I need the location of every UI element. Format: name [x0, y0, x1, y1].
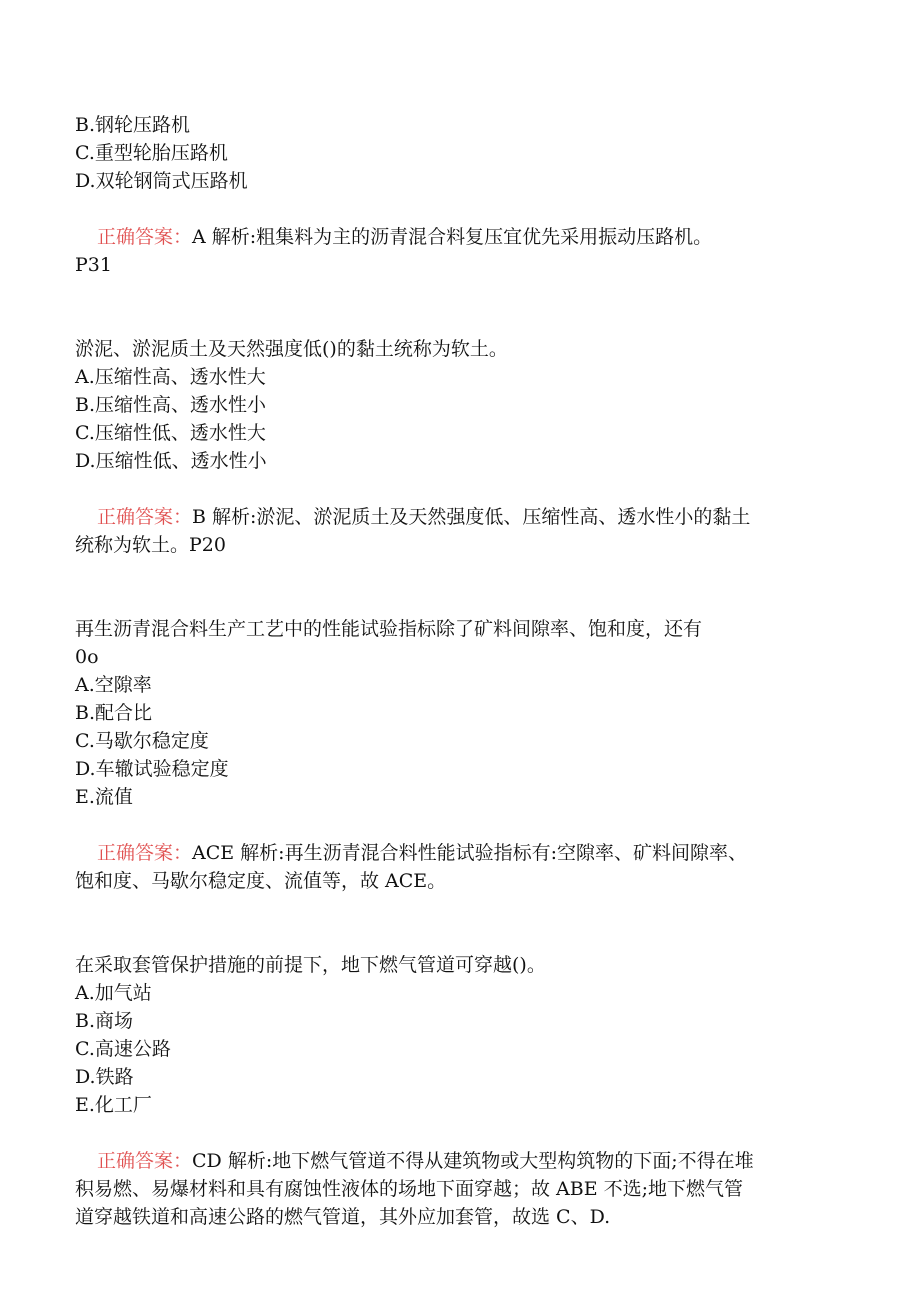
answer-line [75, 1147, 855, 1175]
answer-label: 正确答案： [97, 842, 193, 864]
answer-text: 统称为软土。P20 [75, 534, 226, 556]
option-d: D.铁路 [75, 1066, 134, 1088]
option-b: B.商场 [75, 1010, 134, 1032]
document-page [75, 111, 855, 1231]
question-stem: 在采取套管保护措施的前提下，地下燃气管道可穿越()。 [75, 954, 546, 976]
option-d: D.双轮钢筒式压路机 [75, 170, 248, 192]
answer-text: P31 [75, 254, 112, 276]
question-3 [75, 615, 855, 895]
question-4 [75, 951, 855, 1231]
answer-text: 饱和度、马歇尔稳定度、流值等，故 ACE。 [75, 870, 447, 892]
answer-text: A 解析:粗集料为主的沥青混合料复压宜优先采用振动压路机。 [192, 226, 713, 248]
answer-text: 道穿越铁道和高速公路的燃气管道，其外应加套管，故选 C、D. [75, 1206, 611, 1228]
option-b: B.配合比 [75, 702, 153, 724]
option-c: C.高速公路 [75, 1038, 171, 1060]
answer-line [75, 223, 855, 251]
question-stem: 0o [75, 646, 99, 668]
answer-text: ACE 解析:再生沥青混合料性能试验指标有:空隙率、矿料间隙率、 [192, 842, 747, 864]
answer-text: CD 解析:地下燃气管道不得从建筑物或大型构筑物的下面;不得在堆 [192, 1150, 754, 1172]
option-d: D.车辙试验稳定度 [75, 758, 229, 780]
option-b: B.压缩性高、透水性小 [75, 394, 267, 416]
option-e: E.流值 [75, 786, 133, 808]
option-b: B.钢轮压路机 [75, 114, 191, 136]
option-c: C.压缩性低、透水性大 [75, 422, 266, 444]
question-2 [75, 335, 855, 559]
question-stem: 淤泥、淤泥质土及天然强度低()的黏土统称为软土。 [75, 338, 508, 360]
option-e: E.化工厂 [75, 1094, 152, 1116]
answer-label: 正确答案： [97, 506, 193, 528]
answer-label: 正确答案： [97, 226, 193, 248]
option-d: D.压缩性低、透水性小 [75, 450, 267, 472]
answer-text: 积易燃、易爆材料和具有腐蚀性液体的场地下面穿越；故 ABE 不选;地下燃气管 [75, 1178, 744, 1200]
option-a: A.加气站 [75, 982, 152, 1004]
answer-label: 正确答案： [97, 1150, 193, 1172]
answer-line [75, 503, 855, 531]
option-c: C.重型轮胎压路机 [75, 142, 228, 164]
question-1 [75, 111, 855, 279]
question-stem: 再生沥青混合料生产工艺中的性能试验指标除了矿料间隙率、饱和度，还有 [75, 618, 703, 640]
option-c: C.马歇尔稳定度 [75, 730, 209, 752]
answer-line [75, 839, 855, 867]
answer-text: B 解析:淤泥、淤泥质土及天然强度低、压缩性高、透水性小的黏土 [192, 506, 751, 528]
option-a: A.空隙率 [75, 674, 152, 696]
option-a: A.压缩性高、透水性大 [75, 366, 266, 388]
